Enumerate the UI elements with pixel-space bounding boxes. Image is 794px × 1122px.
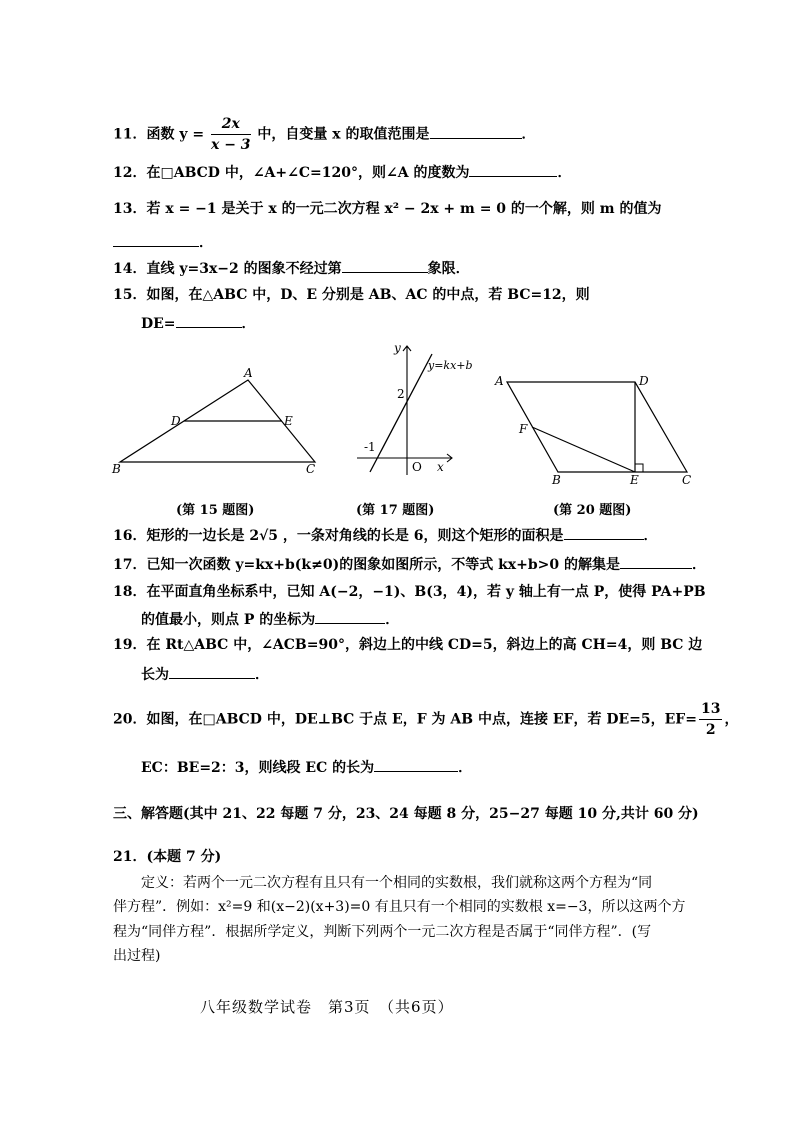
q20-end: ． <box>458 760 473 776</box>
question-20-cont <box>141 757 472 778</box>
q14-text: 14．直线 y=3x−2 的图象不经过第 <box>113 261 342 277</box>
q20-numerator: 13 <box>699 699 722 720</box>
q11-fraction <box>211 114 251 155</box>
figure-15-triangle <box>110 365 325 480</box>
q19-text: 19．在 Rt△ABC 中，∠ACB=90°，斜边上的中线 CD=5，斜边上的高 CH=4，则 BC 边 <box>113 637 703 653</box>
question-17 <box>113 554 706 575</box>
q16-answer-blank[interactable] <box>564 525 644 540</box>
q18-answer-blank[interactable] <box>315 609 385 624</box>
section-3-heading <box>113 804 699 824</box>
right-angle-mark <box>635 464 643 472</box>
q20-fraction <box>699 699 722 740</box>
question-14 <box>113 258 470 279</box>
label-x: x <box>437 460 444 474</box>
q21-line-2-text: 伴方程”．例如：x²=9 和(x−2)(x+3)=0 有且只有一个相同的实数根 x=−3，所以这两个方 <box>113 899 686 915</box>
q16-end: ． <box>643 528 658 544</box>
q21-line-1-text: 定义：若两个一元二次方程有且只有一个相同的实数根，我们就称这两个方程为“同 <box>141 875 653 891</box>
q16-text: 16．矩形的一边长是 2√5 ，一条对角线的长是 6，则这个矩形的面积是 <box>113 528 564 544</box>
question-12 <box>113 162 571 183</box>
question-19-cont <box>141 664 269 685</box>
q21-title: 21．(本题 7 分) <box>113 849 222 865</box>
question-16 <box>113 525 658 546</box>
label-a: A <box>244 366 253 380</box>
q20-denominator: 2 <box>705 722 716 738</box>
q11-answer-blank[interactable] <box>430 124 522 139</box>
label-e: E <box>284 414 293 428</box>
q21-line-3 <box>113 922 651 942</box>
label-b: B <box>552 473 561 487</box>
q20-comma: ， <box>724 711 739 728</box>
figure-20-parallelogram <box>492 370 702 488</box>
question-18-cont <box>141 609 399 630</box>
q21-line-2 <box>113 897 685 917</box>
figure-15-caption: (第 15 题图) <box>176 503 255 518</box>
section-3-title: 三、解答题(其中 21、22 每题 7 分，23、24 每题 8 分，25−27 每题 10 分,共计 60 分) <box>113 806 699 822</box>
q12-text: 12．在□ABCD 中，∠A+∠C=120°，则∠A 的度数为 <box>113 165 470 181</box>
label-e: E <box>630 473 639 487</box>
label-intercept-minus1: -1 <box>364 440 376 454</box>
q18-text: 18．在平面直角坐标系中，已知 A(−2，−1)、B(3，4)，若 y 轴上有一点 P，使得 PA+PB <box>113 584 706 600</box>
label-d: D <box>171 414 181 428</box>
label-f: F <box>519 422 528 436</box>
q21-line-4 <box>113 946 160 966</box>
line-kx-b <box>370 354 432 472</box>
q15-text: 15．如图，在△ABC 中，D、E 分别是 AB、AC 的中点，若 BC=12，则 <box>113 287 590 303</box>
figure-17-caption: (第 17 题图) <box>356 503 435 518</box>
question-11 <box>113 114 536 155</box>
q11-end: ． <box>521 126 536 143</box>
segment-ef <box>532 427 635 472</box>
label-d: D <box>639 374 649 388</box>
question-21-title <box>113 847 221 867</box>
q19-cont: 长为 <box>141 667 169 683</box>
q18-end: ． <box>385 612 400 628</box>
q15-cont: DE= <box>141 316 176 332</box>
q13-end: ． <box>199 235 213 251</box>
q11-text: 中，自变量 x 的取值范围是 <box>252 126 430 143</box>
q14-answer-blank[interactable] <box>342 258 428 273</box>
question-13-cont <box>113 232 213 253</box>
figure-20-caption: (第 20 题图) <box>553 503 632 518</box>
label-c: C <box>306 462 316 476</box>
label-b: B <box>112 462 121 476</box>
question-15 <box>113 285 590 305</box>
q13-text: 13．若 x = −1 是关于 x 的一元二次方程 x² − 2x + m = 0 的一个解，则 m 的值为 <box>113 201 662 217</box>
q11-prefix: 11．函数 y = <box>113 126 209 143</box>
q21-line-3-text: 程为“同伴方程”．根据所学定义，判断下列两个一元二次方程是否属于“同伴方程”．(写 <box>113 924 652 940</box>
q20-text: 20．如图，在□ABCD 中，DE⊥BC 于点 E，F 为 AB 中点，连接 EF，若 DE=5，EF= <box>113 711 697 728</box>
q20-answer-blank[interactable] <box>374 757 458 772</box>
parallelogram-abcd <box>507 382 687 472</box>
q12-answer-blank[interactable] <box>469 162 557 177</box>
page-footer: 八年级数学试卷 第3页 （共6页） <box>200 998 454 1016</box>
label-a: A <box>495 374 504 388</box>
q11-numerator: 2x <box>211 114 251 135</box>
q19-end: ． <box>255 667 269 683</box>
question-18 <box>113 582 706 602</box>
q11-denominator: x − 3 <box>210 137 251 153</box>
q17-answer-blank[interactable] <box>620 554 692 569</box>
q21-line-4-text: 出过程) <box>113 948 161 964</box>
q15-end: ． <box>241 316 256 332</box>
figure-17-graph <box>352 340 473 480</box>
q17-end: ． <box>692 557 706 573</box>
question-19 <box>113 635 702 655</box>
q12-end: ． <box>557 165 572 181</box>
label-c: C <box>682 473 692 487</box>
label-line-eq: y=kx+b <box>428 359 473 372</box>
question-15-cont <box>141 313 256 334</box>
q21-line-1 <box>141 873 652 893</box>
label-y: y <box>394 341 401 355</box>
q15-answer-blank[interactable] <box>176 313 242 328</box>
q14-end: 象限． <box>427 261 470 277</box>
question-20 <box>113 699 738 740</box>
label-origin: O <box>412 460 422 474</box>
label-intercept-2: 2 <box>397 387 405 401</box>
question-13 <box>113 199 662 219</box>
q17-text: 17．已知一次函数 y=kx+b(k≠0)的图象如图所示，不等式 kx+b>0 的解集是 <box>113 557 620 573</box>
q18-cont: 的值最小，则点 P 的坐标为 <box>141 612 316 628</box>
q19-answer-blank[interactable] <box>169 664 255 679</box>
q13-answer-blank[interactable] <box>113 232 199 247</box>
q20-cont: EC：BE=2：3，则线段 EC 的长为 <box>141 760 375 776</box>
